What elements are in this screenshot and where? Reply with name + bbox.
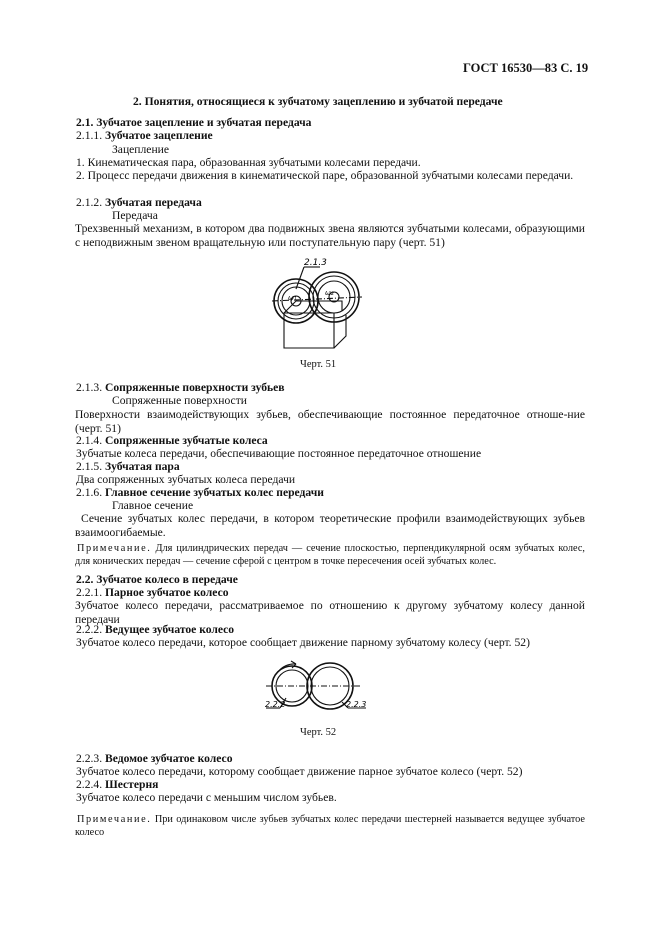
- clause-title: Зубчатое зацепление: [105, 129, 213, 142]
- note-text: При одинаковом числе зубьев зубчатых колес передачи шестерней называется ведущее зубчатое колесо: [75, 814, 585, 838]
- definition: Зубчатое колесо передачи, рассматриваемое по отношению к другому зубчатому колесу данной передачи: [75, 599, 585, 626]
- clause-2-2-1: [76, 586, 229, 600]
- definition: Зубчатое колесо передачи, которое сообщает движение парному зубчатому колесу (черт. 52): [76, 636, 530, 649]
- note-label: Примечание.: [77, 814, 152, 825]
- clause-title: Зубчатое зацепление и зубчатая передача: [96, 116, 312, 129]
- definition: Трехзвенный механизм, в котором два подвижных звена являются зубчатыми колесами, образующими с неподвижным звеном вращательную или поступательную пару (черт. 51): [75, 222, 585, 249]
- figure-52-caption: Черт. 52: [300, 727, 337, 738]
- definition: Зубчатое колесо передачи с меньшим числом зубьев.: [76, 791, 337, 804]
- definition-1: 1. Кинематическая пара, образованная зубчатыми колесами передачи.: [76, 156, 421, 169]
- clause-number: 2.2.1.: [76, 586, 103, 599]
- definition: Два сопряженных зубчатых колеса передачи: [76, 473, 296, 486]
- clause-2-1-5: [76, 460, 180, 474]
- figure-51-gear-drawing: [262, 253, 377, 353]
- clause-term: Зацепление: [112, 143, 169, 156]
- clause-number: 2.1.6.: [76, 486, 103, 499]
- clause-title: Парное зубчатое колесо: [105, 586, 229, 599]
- clause-number: 2.1.4.: [76, 434, 103, 447]
- clause-2-1: [76, 116, 311, 130]
- clause-title: Главное сечение зубчатых колес передачи: [105, 486, 324, 499]
- page-header: ГОСТ 16530—83 С. 19: [463, 61, 589, 75]
- clause-title: Шестерня: [105, 778, 159, 791]
- figure-51-caption: Черт. 51: [300, 359, 337, 370]
- note-text: Для цилиндрических передач — сечение плоскостью, перпендикулярной осям зубчатых колес, для конических передач — сечение сферой с центром в точке пересечения осей зубчатых колес.: [75, 543, 585, 567]
- clause-number: 2.1.1.: [76, 129, 103, 142]
- figure-52-label-driving: 2.2.2: [265, 700, 286, 709]
- clause-title: Сопряженные поверхности зубьев: [105, 381, 285, 394]
- clause-2-1-6: [76, 486, 324, 500]
- clause-title: Ведомое зубчатое колесо: [105, 752, 233, 765]
- figure-51-omega-1: ω₁: [288, 294, 297, 302]
- clause-number: 2.1.3.: [76, 381, 103, 394]
- clause-number: 2.1.: [76, 116, 94, 129]
- note-2: [75, 814, 585, 839]
- clause-2-1-1: [76, 129, 213, 143]
- figure-51-label: 2.1.3: [304, 258, 327, 268]
- definition-2: 2. Процесс передачи движения в кинематической паре, образованной зубчатыми колесами передачи.: [76, 169, 574, 182]
- clause-title: Сопряженные зубчатые колеса: [105, 434, 268, 447]
- clause-term: Сопряженные поверхности: [112, 394, 247, 407]
- definition: Поверхности взаимодействующих зубьев, обеспечивающие постоянное передаточное отноше-ние (черт. 51): [75, 408, 585, 435]
- clause-number: 2.1.5.: [76, 460, 103, 473]
- figure-51-omega-2: ω₂: [325, 289, 334, 297]
- clause-2-1-2: [76, 196, 202, 210]
- clause-title: Зубчатая пара: [105, 460, 180, 473]
- clause-term: Передача: [112, 209, 158, 222]
- clause-number: 2.1.2.: [76, 196, 103, 209]
- clause-number: 2.2.: [76, 573, 94, 586]
- definition: Зубчатое колесо передачи, которому сообщает движение парное зубчатое колесо (черт. 52): [76, 765, 523, 778]
- note-1: [75, 543, 585, 568]
- clause-2-2-2: [76, 623, 234, 637]
- clause-number: 2.2.3.: [76, 752, 103, 765]
- note-label: Примечание.: [77, 543, 152, 554]
- clause-2-2: [76, 573, 238, 587]
- clause-term: Главное сечение: [112, 499, 194, 512]
- definition: Сечение зубчатых колес передачи, в котором теоретические профили взаимодействующих зубьев взаимоогибаемые.: [75, 512, 585, 539]
- clause-title: Зубчатая передача: [105, 196, 202, 209]
- clause-number: 2.2.4.: [76, 778, 103, 791]
- clause-number: 2.2.2.: [76, 623, 103, 636]
- clause-title: Зубчатое колесо в передаче: [96, 573, 238, 586]
- figure-52-label-driven: 2.2.3: [346, 700, 367, 709]
- definition: Зубчатые колеса передачи, обеспечивающие постоянное передаточное отношение: [76, 447, 482, 460]
- clause-title: Ведущее зубчатое колесо: [105, 623, 235, 636]
- clause-2-1-4: [76, 434, 268, 448]
- clause-2-2-4: [76, 778, 158, 792]
- figure-52-gear-pair-drawing: [262, 656, 377, 718]
- clause-2-2-3: [76, 752, 233, 766]
- clause-2-1-3: [76, 381, 285, 395]
- section-title: 2. Понятия, относящиеся к зубчатому зацеплению и зубчатой передаче: [133, 95, 503, 108]
